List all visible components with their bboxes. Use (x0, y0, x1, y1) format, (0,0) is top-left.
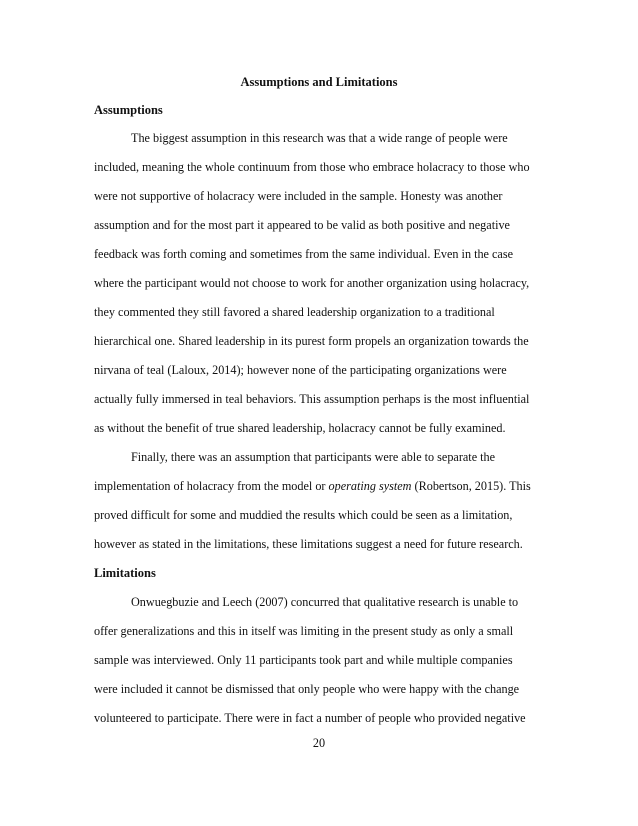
paragraph-line: however as stated in the limitations, these limitations suggest a need for future research. (94, 537, 523, 551)
page-number: 20 (312, 736, 326, 750)
paragraph-line: hierarchical one. Shared leadership in its purest form propels an organization towards the (94, 334, 529, 348)
paragraph-line: feedback was forth coming and sometimes from the same individual. Even in the case (94, 247, 513, 261)
paragraph-line: assumption and for the most part it appeared to be valid as both positive and negative (94, 218, 510, 232)
paragraph-line: sample was interviewed. Only 11 participants took part and while multiple companies (94, 653, 513, 667)
paragraph-line: proved difficult for some and muddied the results which could be seen as a limitation, (94, 508, 513, 522)
paragraph-line: The biggest assumption in this research was that a wide range of people were (131, 131, 508, 145)
paragraph-line: volunteered to participate. There were in fact a number of people who provided negative (94, 711, 526, 725)
paragraph-line: Onwuegbuzie and Leech (2007) concurred that qualitative research is unable to (131, 595, 519, 609)
paragraph-line: where the participant would not choose to work for another organization using holacracy, (94, 276, 530, 290)
section-title: Assumptions and Limitations (240, 75, 398, 89)
paragraph-line: nirvana of teal (Laloux, 2014); however none of the participating organizations were (94, 363, 507, 377)
line-text: implementation of holacracy from the model or (94, 479, 329, 493)
line-text: (Robertson, 2015). This (411, 479, 531, 493)
italic-term: operating system (328, 479, 412, 493)
paragraph-line: were included it cannot be dismissed that only people who were happy with the change (94, 682, 520, 696)
paragraph-line: actually fully immersed in teal behaviors. This assumption perhaps is the most influential (94, 392, 530, 406)
limitations-heading: Limitations (94, 566, 156, 580)
assumptions-heading: Assumptions (94, 103, 163, 117)
paragraph-line: they commented they still favored a shared leadership organization to a traditional (94, 305, 495, 319)
paragraph-line (94, 478, 544, 494)
paragraph-line: offer generalizations and this in itself was limiting in the present study as only a small (94, 624, 514, 638)
paragraph-line: Finally, there was an assumption that participants were able to separate the (131, 450, 496, 464)
paragraph-line: were not supportive of holacracy were included in the sample. Honesty was another (94, 189, 503, 203)
paragraph-line: included, meaning the whole continuum from those who embrace holacracy to those who (94, 160, 530, 174)
paragraph-line: as without the benefit of true shared leadership, holacracy cannot be fully examined. (94, 421, 506, 435)
